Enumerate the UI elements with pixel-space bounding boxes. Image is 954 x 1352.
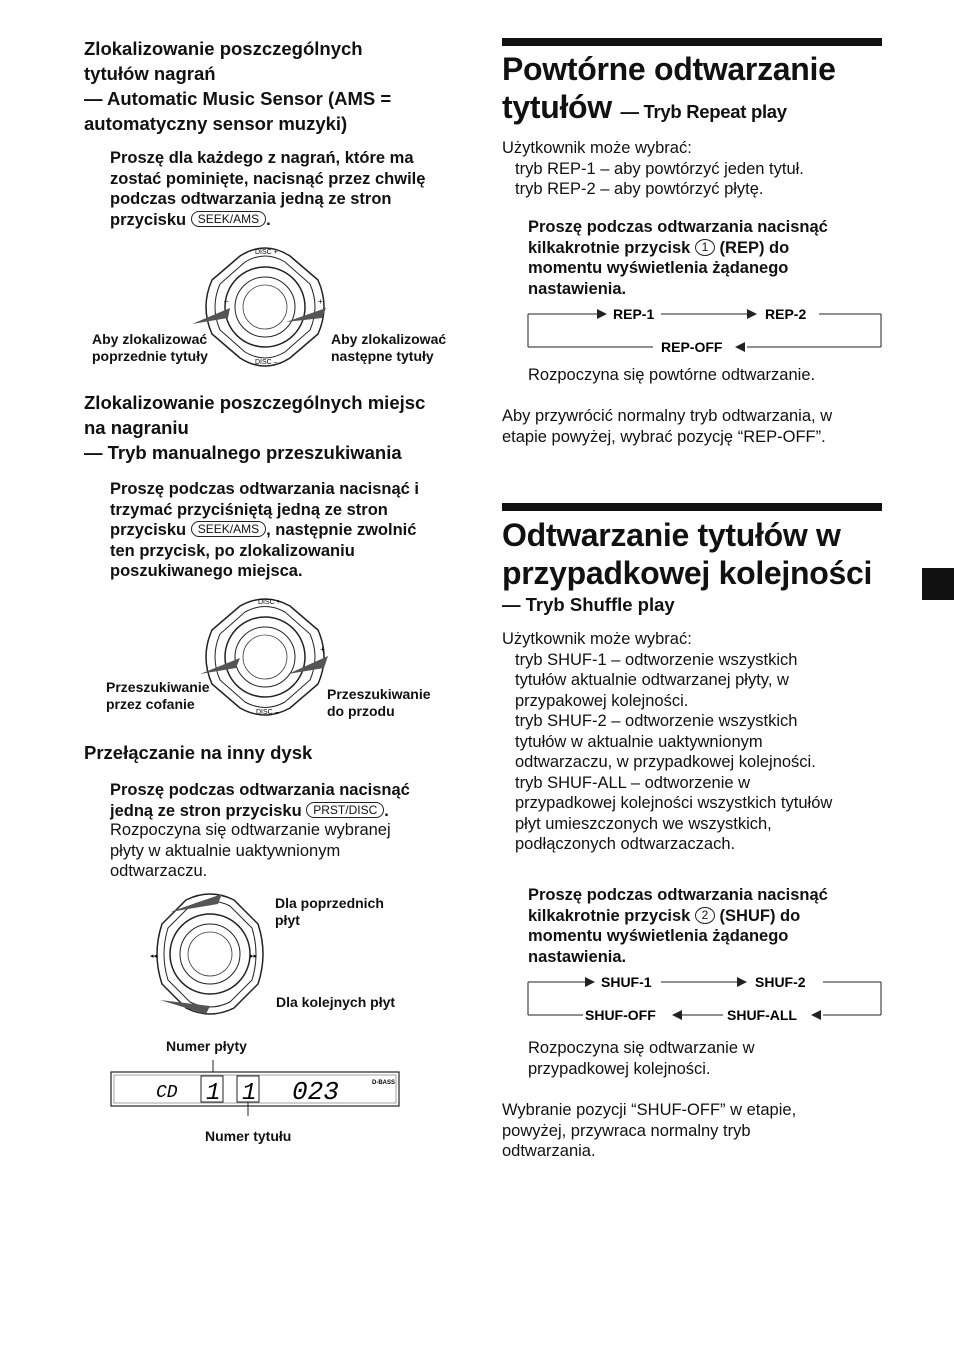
shuffle-note (502, 1100, 902, 1162)
repeat-note (502, 406, 902, 447)
label-line: Przeszukiwanie (106, 679, 210, 695)
section-heading-ams (84, 36, 484, 136)
instruction-ams: Proszę dla każdego z nagrań, które ma zostać pominięte, nacisnąć przez chwilę podczas odtwarzania jedną ze stron przycisku SEEK/AMS . (110, 148, 480, 230)
body-line: Użytkownik może wybrać: (502, 630, 692, 648)
instr-line: podczas odtwarzania jedną ze stron (110, 190, 392, 208)
repeat-title (502, 50, 902, 131)
shuffle-flow-diagram (527, 970, 885, 1026)
page-edge-tab (922, 568, 954, 600)
flow-shuf-off: SHUF-OFF (585, 1007, 656, 1023)
heading-line: — Automatic Music Sensor (AMS = (84, 88, 392, 109)
heading-line: tytułów nagrań (84, 63, 216, 84)
knob-disc-plus-label: DISC + (255, 249, 278, 256)
heading-line: Zlokalizowanie poszczególnych miejsc (84, 392, 426, 413)
title-line: tytułów (502, 89, 612, 125)
body-line: tryb REP-2 – aby powtórzyć płytę. (515, 180, 764, 198)
section-heading-disc-switch: Przełączanie na inny dysk (84, 742, 313, 763)
button-1-label: 1 (695, 239, 715, 256)
knob-disc-minus-label: DISC – (255, 359, 278, 366)
svg-text:DISC –: DISC – (256, 709, 279, 716)
body-line: przypakowej kolejności. (515, 691, 689, 710)
lcd-display (110, 1056, 402, 1116)
instr-line: (REP) do (719, 238, 790, 257)
label-prev-discs (275, 895, 384, 929)
body-line: odtwarzaczu. (110, 862, 208, 880)
instr-line: przycisku (110, 210, 187, 229)
svg-text:+: + (320, 645, 325, 654)
heading-line: automatyczny sensor muzyki) (84, 113, 348, 134)
label-line: Aby zlokalizować (331, 331, 447, 347)
repeat-result: Rozpoczyna się powtórne odtwarzanie. (528, 366, 816, 384)
body-line: przypadkowej kolejności wszystkich tytułów (515, 794, 833, 812)
instr-line: nastawienia. (528, 947, 627, 966)
button-2-label: 2 (695, 907, 715, 924)
body-line: tytułów w aktualnie uaktywnionym (515, 732, 763, 751)
body-line: płyt umieszczonych we wszystkich, (515, 814, 772, 833)
section-heading-manual-search (84, 390, 484, 465)
disc-switch-result (110, 820, 480, 882)
label-next-discs: Dla kolejnych płyt (276, 994, 396, 1010)
control-knob-diagram-3 (146, 888, 274, 1020)
instr-line: Proszę podczas odtwarzania nacisnąć (528, 886, 828, 904)
label-line: do przodu (327, 703, 395, 719)
svg-text:▸▸: ▸▸ (250, 953, 258, 960)
label-line: płyt (275, 912, 300, 928)
body-line: podłączonych odtwarzaczach. (515, 835, 736, 853)
body-line: Aby przywrócić normalny tryb odtwarzania, w (502, 407, 833, 425)
title-line: Odtwarzanie tytułów w (502, 517, 841, 553)
label-track-number: Numer tytułu (205, 1128, 292, 1144)
instr-line: ten przycisk, po zlokalizowaniu (110, 541, 355, 560)
instr-line: nastawienia. (528, 279, 627, 298)
body-line: przypadkowej kolejności. (528, 1059, 711, 1078)
section-rule (502, 503, 882, 511)
instr-line: Proszę podczas odtwarzania nacisnąć (528, 218, 828, 236)
flow-shuf-all: SHUF-ALL (727, 1007, 797, 1023)
shuffle-instruction (528, 885, 898, 967)
body-line: Użytkownik może wybrać: (502, 139, 692, 157)
flow-rep-off: REP-OFF (661, 339, 723, 355)
repeat-intro (502, 138, 902, 200)
label-line: poprzednie tytuły (92, 348, 208, 364)
label-prev-tracks (92, 331, 208, 365)
instr-line: Proszę dla każdego z nagrań, które ma (110, 149, 414, 167)
lcd-time: 023 (292, 1077, 339, 1107)
body-line: tryb SHUF-ALL – odtworzenie w (515, 773, 751, 792)
instr-line: , następnie zwolnić (266, 521, 417, 539)
title-line: przypadkowej kolejności (502, 555, 873, 591)
label-line: przez cofanie (106, 696, 195, 712)
body-line: tryb SHUF-2 – odtworzenie wszystkich (515, 712, 798, 730)
body-line: Rozpoczyna się odtwarzanie w (528, 1039, 755, 1057)
flow-shuf2: SHUF-2 (755, 974, 806, 990)
body-line: odtwarzaczu, w przypadkowej kolejności. (515, 753, 816, 771)
title-line: Powtórne odtwarzanie (502, 51, 836, 87)
flow-shuf1: SHUF-1 (601, 974, 652, 990)
flow-rep2: REP-2 (765, 306, 807, 322)
body-line: etapie powyżej, wybrać pozycję “REP-OFF”. (502, 427, 826, 446)
body-line: płyty w aktualnie uaktywnionym (110, 841, 341, 860)
label-next-tracks (331, 331, 446, 365)
arrow-next-disc-icon (160, 1000, 210, 1014)
flow-rep1: REP-1 (613, 306, 655, 322)
body-line: Wybranie pozycji “SHUF-OFF” w etapie, (502, 1101, 797, 1119)
control-knob-diagram-2 (190, 590, 340, 724)
body-line: Rozpoczyna się odtwarzanie wybranej (110, 821, 391, 839)
control-knob-diagram-1 (190, 238, 340, 376)
repeat-subtitle: — Tryb Repeat play (620, 101, 787, 122)
instruction-disc-switch: Proszę podczas odtwarzania nacisnąć jedną ze stron przycisku PRST/DISC . (110, 780, 480, 821)
shuffle-intro (502, 629, 902, 855)
label-line: Przeszukiwanie (327, 686, 431, 702)
body-line: tytułów aktualnie odtwarzanej płyty, w (515, 671, 789, 689)
heading-line: — Tryb manualnego przeszukiwania (84, 442, 402, 463)
instruction-manual-search (110, 479, 480, 582)
heading-line: na nagraniu (84, 417, 189, 438)
instr-line: momentu wyświetlenia żądanego (528, 927, 789, 945)
seek-ams-key-label: SEEK/AMS (191, 521, 266, 537)
lcd-disc-number: 1 (206, 1080, 221, 1107)
svg-text:–: – (224, 297, 229, 306)
body-line: powyżej, przywraca normalny tryb (502, 1121, 751, 1140)
heading-line: Zlokalizowanie poszczególnych (84, 38, 363, 59)
repeat-flow-diagram (527, 302, 885, 358)
seek-ams-key-label: SEEK/AMS (191, 211, 266, 227)
section-rule (502, 38, 882, 46)
shuffle-title (502, 516, 922, 592)
instr-line: trzymać przyciśniętą jedną ze stron (110, 500, 388, 519)
instr-line: Proszę podczas odtwarzania nacisnąć (110, 781, 410, 799)
svg-text:DISC +: DISC + (258, 599, 281, 606)
svg-text:+: + (318, 297, 323, 306)
shuffle-subtitle: — Tryb Shuffle play (502, 594, 675, 615)
body-line: tryb REP-1 – aby powtórzyć jeden tytuł. (515, 159, 804, 178)
instr-line: jedną ze stron przycisku (110, 801, 302, 820)
body-line: odtwarzania. (502, 1142, 596, 1160)
lcd-dbass-label: D-BASS (372, 1080, 396, 1086)
instr-line: przycisku (110, 521, 187, 539)
instr-line: kilkakrotnie przycisk (528, 238, 691, 257)
instr-line: kilkakrotnie przycisk (528, 906, 691, 925)
instr-line: zostać pominięte, nacisnąć przez chwilę (110, 169, 426, 188)
instr-line: poszukiwanego miejsca. (110, 562, 303, 580)
repeat-instruction (528, 217, 898, 299)
shuffle-result (528, 1038, 888, 1079)
prst-disc-key-label: PRST/DISC (306, 802, 384, 818)
label-line: Aby zlokalizować (92, 331, 208, 347)
instr-line: Proszę podczas odtwarzania nacisnąć i (110, 480, 420, 498)
instr-line: momentu wyświetlenia żądanego (528, 259, 789, 277)
lcd-track-number: 1 (242, 1080, 257, 1107)
body-line: tryb SHUF-1 – odtworzenie wszystkich (515, 650, 798, 669)
label-search-back (106, 679, 210, 713)
label-line: Dla poprzednich (275, 895, 384, 911)
label-search-forward (327, 686, 431, 720)
svg-text:◂◂: ◂◂ (150, 953, 158, 960)
lcd-cd-label: CD (156, 1083, 178, 1103)
label-line: następne tytuły (331, 348, 434, 364)
instr-line: (SHUF) do (719, 906, 801, 925)
label-disc-number: Numer płyty (166, 1038, 247, 1054)
arrow-prev-icon (192, 308, 230, 324)
